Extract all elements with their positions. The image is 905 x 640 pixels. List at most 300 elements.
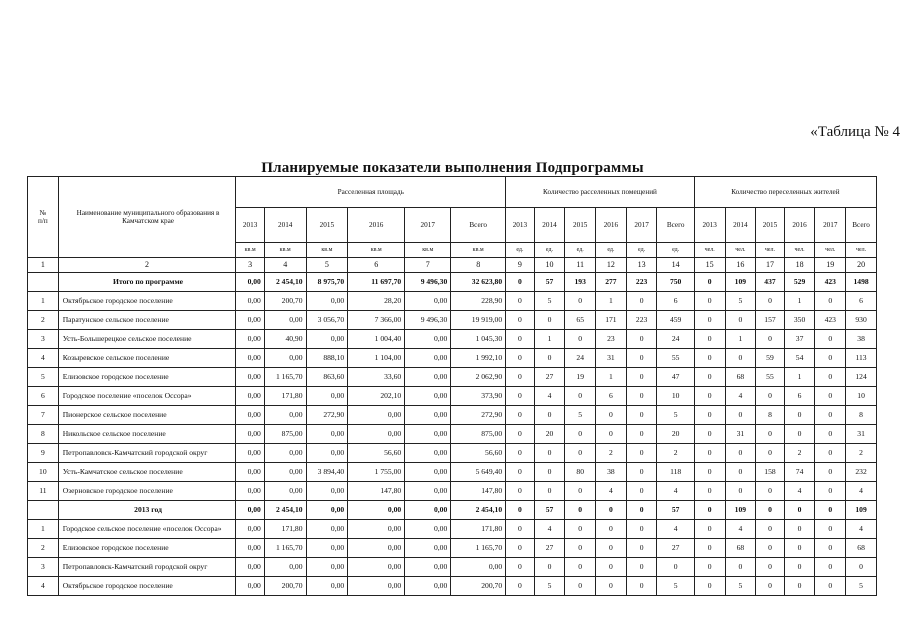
people-value: 68: [725, 539, 756, 558]
people-value: 2: [846, 444, 877, 463]
row-number: 4: [28, 577, 59, 596]
table-row: [28, 463, 877, 482]
row-number: 3: [28, 558, 59, 577]
header-column-number: 9: [506, 258, 535, 273]
indicators-table: [27, 176, 877, 596]
people-value: 109: [725, 273, 756, 292]
rooms-value: 277: [596, 273, 627, 292]
header-column-number: 4: [264, 258, 306, 273]
municipality-name: Пионерское сельское поселение: [58, 406, 236, 425]
people-value: 0: [815, 387, 846, 406]
area-value: 0,00: [306, 482, 348, 501]
table-row: [28, 330, 877, 349]
row-number: 11: [28, 482, 59, 501]
header-column-number: 11: [565, 258, 596, 273]
rooms-value: 24: [565, 349, 596, 368]
people-value: 0: [694, 311, 725, 330]
people-value: 37: [784, 330, 815, 349]
header-num: № п/п: [28, 177, 59, 258]
people-value: 6: [846, 292, 877, 311]
rooms-value: 171: [596, 311, 627, 330]
header-unit-area: кв.м: [236, 243, 265, 258]
municipality-name: Усть-Большерецкое сельское поселение: [58, 330, 236, 349]
area-value: 0,00: [236, 558, 265, 577]
rooms-value: 0: [506, 349, 535, 368]
rooms-value: 0: [534, 406, 565, 425]
people-value: 0: [815, 520, 846, 539]
rooms-value: 0: [596, 558, 627, 577]
municipality-name: Октябрьское городское поселение: [58, 577, 236, 596]
area-value: 0,00: [264, 311, 306, 330]
area-value: 0,00: [405, 292, 451, 311]
people-value: 8: [756, 406, 785, 425]
rooms-value: 57: [534, 501, 565, 520]
rooms-value: 0: [534, 482, 565, 501]
area-value: 272,90: [451, 406, 506, 425]
table-row: [28, 292, 877, 311]
people-value: 232: [846, 463, 877, 482]
people-value: 0: [815, 368, 846, 387]
rooms-value: 0: [565, 539, 596, 558]
people-value: 0: [694, 349, 725, 368]
table-row: [28, 444, 877, 463]
rooms-value: 0: [565, 577, 596, 596]
area-value: 0,00: [236, 387, 265, 406]
area-value: 0,00: [405, 368, 451, 387]
people-value: 0: [725, 311, 756, 330]
header-unit-rooms: ед.: [657, 243, 694, 258]
people-value: 0: [694, 330, 725, 349]
people-value: 0: [725, 444, 756, 463]
header-column-number: 13: [626, 258, 657, 273]
people-value: 0: [815, 539, 846, 558]
row-number: 7: [28, 406, 59, 425]
rooms-value: 5: [534, 577, 565, 596]
area-value: 0,00: [405, 501, 451, 520]
header-municipality: Наименование муниципального образования в Камчатском крае: [58, 177, 236, 258]
rooms-value: 0: [626, 501, 657, 520]
people-value: 157: [756, 311, 785, 330]
rooms-value: 27: [534, 539, 565, 558]
rooms-value: 0: [506, 444, 535, 463]
rooms-value: 459: [657, 311, 694, 330]
rooms-value: 80: [565, 463, 596, 482]
people-value: 4: [725, 387, 756, 406]
area-value: 0,00: [236, 577, 265, 596]
header-group-people: Количество переселенных жителей: [694, 177, 876, 208]
rooms-value: 0: [506, 292, 535, 311]
area-value: 0,00: [405, 425, 451, 444]
summary-row: [28, 273, 877, 292]
header-year-area: 2013: [236, 208, 265, 243]
rooms-value: 0: [506, 463, 535, 482]
header-column-number: 17: [756, 258, 785, 273]
header-year-area: Всего: [451, 208, 506, 243]
area-value: 200,70: [264, 292, 306, 311]
area-value: 228,90: [451, 292, 506, 311]
people-value: 1498: [846, 273, 877, 292]
row-number: 8: [28, 425, 59, 444]
people-value: 0: [694, 273, 725, 292]
rooms-value: 0: [565, 425, 596, 444]
rooms-value: 0: [534, 349, 565, 368]
rooms-value: 118: [657, 463, 694, 482]
people-value: 0: [815, 425, 846, 444]
area-value: 1 992,10: [451, 349, 506, 368]
people-value: 0: [756, 330, 785, 349]
rooms-value: 0: [565, 520, 596, 539]
people-value: 0: [725, 463, 756, 482]
rooms-value: 31: [596, 349, 627, 368]
people-value: 0: [784, 520, 815, 539]
rooms-value: 4: [657, 520, 694, 539]
people-value: 0: [694, 406, 725, 425]
rooms-value: 4: [534, 520, 565, 539]
rooms-value: 0: [626, 463, 657, 482]
rooms-value: 0: [565, 501, 596, 520]
page-title: Планируемые показатели выполнения Подпрограммы: [261, 160, 644, 176]
people-value: 0: [756, 577, 785, 596]
header-row-column-numbers: [28, 258, 877, 273]
rooms-value: 57: [657, 501, 694, 520]
people-value: 0: [815, 463, 846, 482]
rooms-value: 0: [626, 330, 657, 349]
area-value: 56,60: [348, 444, 405, 463]
area-value: 7 366,00: [348, 311, 405, 330]
people-value: 6: [784, 387, 815, 406]
people-value: 74: [784, 463, 815, 482]
rooms-value: 65: [565, 311, 596, 330]
people-value: 54: [784, 349, 815, 368]
table-row: [28, 311, 877, 330]
rooms-value: 27: [534, 368, 565, 387]
header-unit-area: кв.м: [306, 243, 348, 258]
area-value: 147,80: [348, 482, 405, 501]
people-value: 0: [846, 558, 877, 577]
rooms-value: 0: [506, 539, 535, 558]
rooms-value: 0: [506, 577, 535, 596]
municipality-name: Паратунское сельское поселение: [58, 311, 236, 330]
people-value: 0: [756, 387, 785, 406]
area-value: 171,80: [264, 387, 306, 406]
table-body: [28, 177, 877, 596]
people-value: 4: [725, 520, 756, 539]
header-unit-people: чел.: [725, 243, 756, 258]
header-column-number: 12: [596, 258, 627, 273]
people-value: 0: [725, 482, 756, 501]
rooms-value: 0: [506, 501, 535, 520]
people-value: 124: [846, 368, 877, 387]
area-value: 1 165,70: [264, 539, 306, 558]
people-value: 38: [846, 330, 877, 349]
area-value: 0,00: [236, 406, 265, 425]
header-group-rooms: Количество расселенных помещений: [506, 177, 695, 208]
rooms-value: 0: [565, 444, 596, 463]
row-number: [28, 273, 59, 292]
people-value: 1: [784, 292, 815, 311]
people-value: 0: [784, 501, 815, 520]
people-value: 4: [846, 520, 877, 539]
municipality-name: Городское сельское поселение «поселок Оссора»: [58, 520, 236, 539]
area-value: 0,00: [348, 501, 405, 520]
people-value: 529: [784, 273, 815, 292]
area-value: 1 165,70: [264, 368, 306, 387]
rooms-value: 0: [506, 520, 535, 539]
row-number: 4: [28, 349, 59, 368]
header-year-rooms: 2015: [565, 208, 596, 243]
area-value: 0,00: [348, 425, 405, 444]
area-value: 8 975,70: [306, 273, 348, 292]
people-value: 930: [846, 311, 877, 330]
area-value: 147,80: [451, 482, 506, 501]
header-column-number: 15: [694, 258, 725, 273]
area-value: 1 104,00: [348, 349, 405, 368]
header-column-number: 3: [236, 258, 265, 273]
area-value: 0,00: [236, 349, 265, 368]
rooms-value: 0: [506, 425, 535, 444]
people-value: 0: [756, 539, 785, 558]
municipality-name: 2013 год: [58, 501, 236, 520]
header-unit-people: чел.: [756, 243, 785, 258]
people-value: 437: [756, 273, 785, 292]
rooms-value: 24: [657, 330, 694, 349]
people-value: 0: [694, 482, 725, 501]
rooms-value: 20: [534, 425, 565, 444]
rooms-value: 0: [565, 330, 596, 349]
rooms-value: 10: [657, 387, 694, 406]
area-value: 373,90: [451, 387, 506, 406]
area-value: 0,00: [348, 558, 405, 577]
area-value: 0,00: [236, 539, 265, 558]
header-year-people: 2016: [784, 208, 815, 243]
people-value: 0: [694, 368, 725, 387]
municipality-name: Козыревское сельское поселение: [58, 349, 236, 368]
rooms-value: 0: [506, 387, 535, 406]
municipality-name: Октябрьское городское поселение: [58, 292, 236, 311]
area-value: 0,00: [306, 330, 348, 349]
people-value: 4: [846, 482, 877, 501]
row-number: 1: [28, 520, 59, 539]
people-value: 0: [694, 558, 725, 577]
area-value: 0,00: [405, 330, 451, 349]
rooms-value: 27: [657, 539, 694, 558]
area-value: 9 496,30: [405, 273, 451, 292]
header-column-number: 10: [534, 258, 565, 273]
area-value: 40,90: [264, 330, 306, 349]
rooms-value: 55: [657, 349, 694, 368]
people-value: 0: [694, 539, 725, 558]
area-value: 1 045,30: [451, 330, 506, 349]
area-value: 0,00: [264, 482, 306, 501]
area-value: 3 056,70: [306, 311, 348, 330]
rooms-value: 0: [626, 444, 657, 463]
people-value: 0: [694, 292, 725, 311]
header-column-number: 7: [405, 258, 451, 273]
area-value: 0,00: [306, 425, 348, 444]
municipality-name: Никольское сельское поселение: [58, 425, 236, 444]
people-value: 0: [815, 444, 846, 463]
people-value: 0: [784, 539, 815, 558]
people-value: 0: [756, 558, 785, 577]
header-column-number: 6: [348, 258, 405, 273]
area-value: 1 755,00: [348, 463, 405, 482]
area-value: 0,00: [405, 406, 451, 425]
rooms-value: 0: [506, 330, 535, 349]
header-column-number: 14: [657, 258, 694, 273]
area-value: 0,00: [236, 444, 265, 463]
header-unit-people: чел.: [846, 243, 877, 258]
rooms-value: 0: [506, 273, 535, 292]
area-value: 0,00: [306, 539, 348, 558]
area-value: 0,00: [236, 292, 265, 311]
area-value: 11 697,70: [348, 273, 405, 292]
rooms-value: 223: [626, 273, 657, 292]
rooms-value: 0: [534, 463, 565, 482]
people-value: 59: [756, 349, 785, 368]
header-column-number: 18: [784, 258, 815, 273]
header-year-rooms: Всего: [657, 208, 694, 243]
people-value: 0: [694, 387, 725, 406]
row-number: 1: [28, 292, 59, 311]
area-value: 863,60: [306, 368, 348, 387]
area-value: 28,20: [348, 292, 405, 311]
rooms-value: 0: [596, 425, 627, 444]
area-value: 0,00: [405, 558, 451, 577]
rooms-value: 5: [565, 406, 596, 425]
header-column-number: 8: [451, 258, 506, 273]
people-value: 55: [756, 368, 785, 387]
people-value: 0: [694, 444, 725, 463]
people-value: 0: [815, 349, 846, 368]
table-number-label: «Таблица № 4: [810, 124, 900, 140]
rooms-value: 750: [657, 273, 694, 292]
people-value: 68: [725, 368, 756, 387]
rooms-value: 193: [565, 273, 596, 292]
people-value: 0: [756, 444, 785, 463]
people-value: 0: [756, 501, 785, 520]
municipality-name: Петропавловск-Камчатский городской округ: [58, 558, 236, 577]
rooms-value: 1: [596, 292, 627, 311]
people-value: 0: [725, 558, 756, 577]
people-value: 31: [725, 425, 756, 444]
area-value: 888,10: [306, 349, 348, 368]
municipality-name: Озерновское городское поселение: [58, 482, 236, 501]
rooms-value: 0: [626, 539, 657, 558]
people-value: 5: [725, 292, 756, 311]
people-value: 0: [694, 425, 725, 444]
header-column-number: 20: [846, 258, 877, 273]
people-value: 423: [815, 273, 846, 292]
area-value: 56,60: [451, 444, 506, 463]
area-value: 272,90: [306, 406, 348, 425]
area-value: 0,00: [405, 349, 451, 368]
area-value: 9 496,30: [405, 311, 451, 330]
area-value: 200,70: [451, 577, 506, 596]
rooms-value: 4: [534, 387, 565, 406]
area-value: 202,10: [348, 387, 405, 406]
people-value: 0: [815, 482, 846, 501]
municipality-name: Елизовское городское поселение: [58, 368, 236, 387]
rooms-value: 0: [534, 444, 565, 463]
table-row: [28, 425, 877, 444]
people-value: 0: [784, 406, 815, 425]
area-value: 0,00: [451, 558, 506, 577]
people-value: 5: [725, 577, 756, 596]
rooms-value: 2: [657, 444, 694, 463]
people-value: 8: [846, 406, 877, 425]
rooms-value: 57: [534, 273, 565, 292]
people-value: 0: [725, 349, 756, 368]
rooms-value: 0: [626, 520, 657, 539]
header-column-number: 1: [28, 258, 59, 273]
people-value: 0: [815, 330, 846, 349]
municipality-name: Елизовское городское поселение: [58, 539, 236, 558]
area-value: 1 004,40: [348, 330, 405, 349]
people-value: 10: [846, 387, 877, 406]
rooms-value: 0: [626, 425, 657, 444]
header-year-area: 2015: [306, 208, 348, 243]
area-value: 33,60: [348, 368, 405, 387]
header-year-rooms: 2017: [626, 208, 657, 243]
header-unit-rooms: ед.: [626, 243, 657, 258]
header-year-rooms: 2013: [506, 208, 535, 243]
rooms-value: 5: [534, 292, 565, 311]
table-row: [28, 406, 877, 425]
people-value: 1: [725, 330, 756, 349]
header-year-people: Всего: [846, 208, 877, 243]
area-value: 0,00: [264, 349, 306, 368]
people-value: 350: [784, 311, 815, 330]
table-row: [28, 520, 877, 539]
rooms-value: 1: [534, 330, 565, 349]
rooms-value: 0: [534, 558, 565, 577]
people-value: 0: [815, 558, 846, 577]
area-value: 1 165,70: [451, 539, 506, 558]
rooms-value: 0: [626, 406, 657, 425]
rooms-value: 4: [596, 482, 627, 501]
header-year-rooms: 2016: [596, 208, 627, 243]
rooms-value: 2: [596, 444, 627, 463]
rooms-value: 0: [596, 520, 627, 539]
people-value: 0: [725, 406, 756, 425]
people-value: 0: [784, 425, 815, 444]
rooms-value: 0: [596, 539, 627, 558]
rooms-value: 0: [565, 558, 596, 577]
header-unit-area: кв.м: [405, 243, 451, 258]
table-row: [28, 577, 877, 596]
rooms-value: 0: [565, 387, 596, 406]
area-value: 875,00: [451, 425, 506, 444]
rooms-value: 0: [626, 558, 657, 577]
area-value: 0,00: [236, 311, 265, 330]
header-year-area: 2016: [348, 208, 405, 243]
area-value: 0,00: [348, 539, 405, 558]
rooms-value: 19: [565, 368, 596, 387]
area-value: 2 454,10: [264, 501, 306, 520]
row-number: 5: [28, 368, 59, 387]
area-value: 0,00: [348, 520, 405, 539]
people-value: 68: [846, 539, 877, 558]
people-value: 4: [784, 482, 815, 501]
people-value: 0: [756, 520, 785, 539]
people-value: 0: [756, 425, 785, 444]
row-number: 2: [28, 539, 59, 558]
rooms-value: 0: [596, 577, 627, 596]
header-year-people: 2014: [725, 208, 756, 243]
people-value: 0: [694, 463, 725, 482]
row-number: 10: [28, 463, 59, 482]
rooms-value: 0: [565, 292, 596, 311]
